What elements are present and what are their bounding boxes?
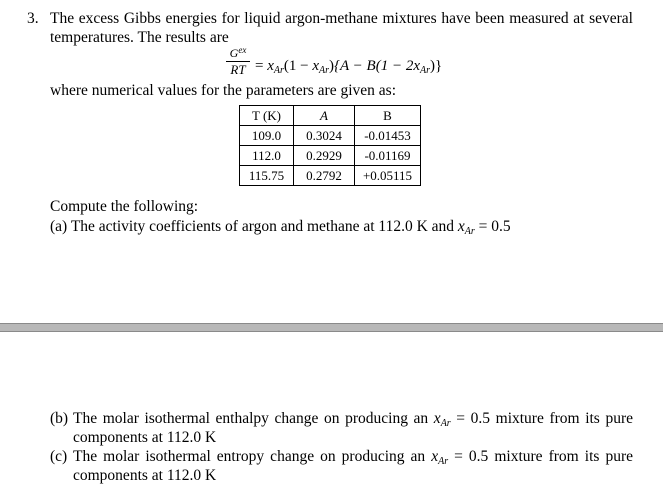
part-b-line-1: The molar isothermal enthalpy change on producing an $x_{Ar} = 0.5$ mixture from its pure [73,410,633,429]
part-b-line-2: components at 112.0 K [73,429,217,446]
gibbs-fraction [224,44,252,77]
fraction-denominator: RT [230,62,246,77]
fraction-numerator: $G^{ex}$ [229,45,247,60]
cell-temperature: 109.0 [240,126,294,146]
part-c-line-1: The molar isothermal entropy change on producing an $x_{Ar} = 0.5$ mixture from its pure [73,448,633,467]
part-a: (a) The activity coefficients of argon and methane at 112.0 K and $x_{Ar} = 0.5$ [50,218,511,237]
cell-b: -0.01169 [355,146,421,166]
cell-temperature: 115.75 [240,166,294,186]
part-c-line-2: components at 112.0 K [73,467,217,484]
cell-a: 0.3024 [294,126,355,146]
table-row [240,126,421,146]
page-separator [0,323,663,332]
parameter-table [239,105,421,186]
cell-a: 0.2792 [294,166,355,186]
equation-rhs: = $x_{Ar}(1 - x_{Ar})\{A - B(1 - 2x_{Ar})\}$ [255,58,443,76]
table-row [240,166,421,186]
intro-line-2: temperatures. The results are [50,29,229,46]
table-row [240,146,421,166]
where-line: where numerical values for the parameters are given as: [50,82,397,99]
problem-number: 3. [27,10,39,27]
header-b: B [355,106,421,126]
header-temperature: T (K) [240,106,294,126]
cell-b: +0.05115 [355,166,421,186]
compute-heading: Compute the following: [50,198,199,215]
cell-temperature: 112.0 [240,146,294,166]
cell-b: -0.01453 [355,126,421,146]
table-header-row [240,106,421,126]
intro-line-1: The excess Gibbs energies for liquid argon-methane mixtures have been measured at several [50,10,633,27]
header-a: A [294,106,355,126]
part-b-label: (b) [50,410,69,427]
cell-a: 0.2929 [294,146,355,166]
part-c-label: (c) [50,448,68,465]
